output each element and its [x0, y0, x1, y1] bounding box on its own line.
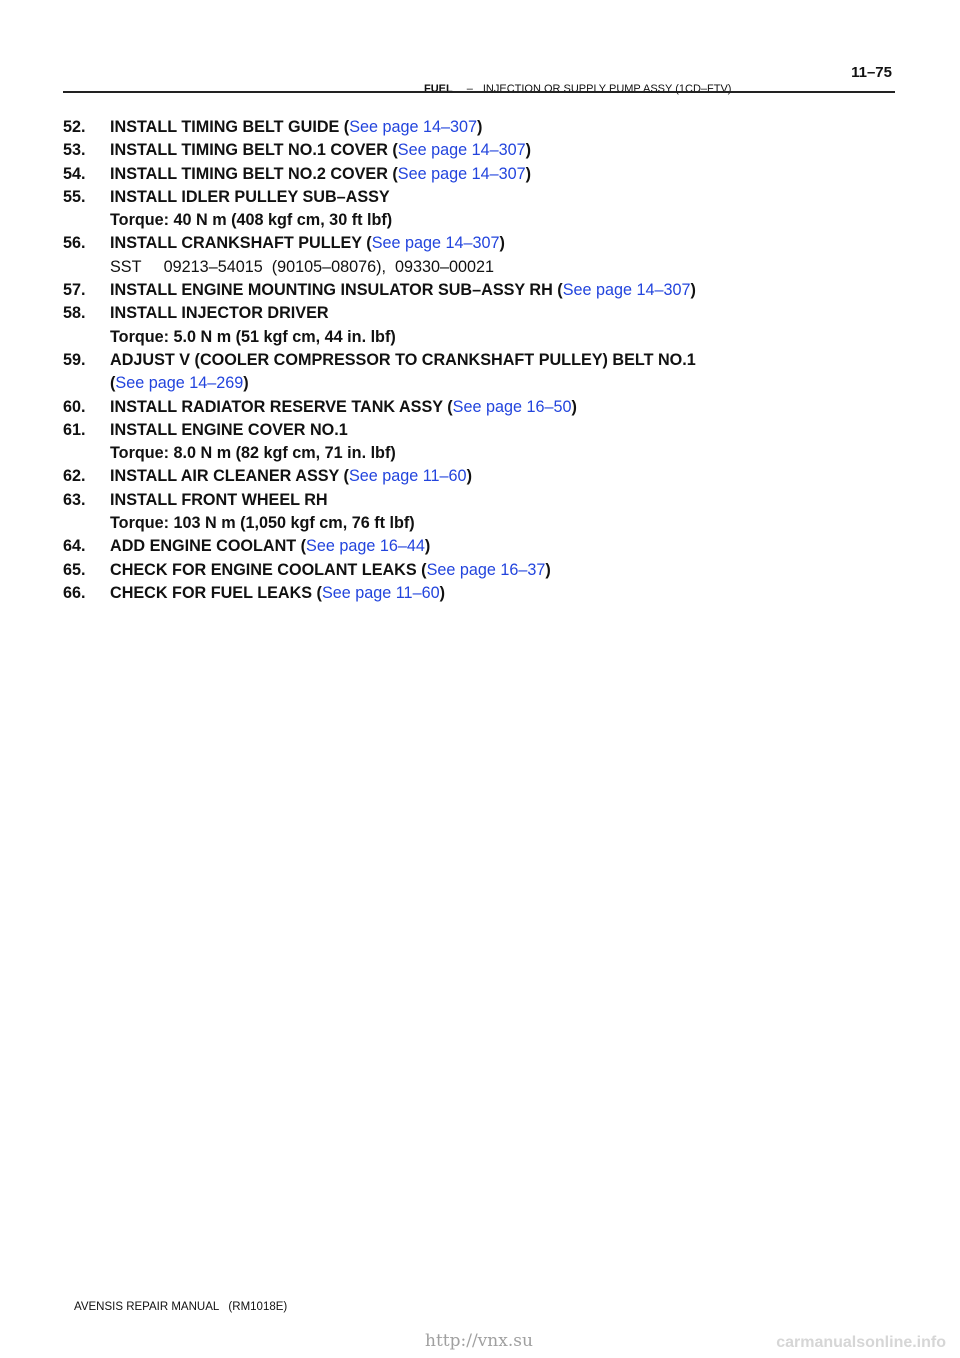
see-page-link[interactable]: See page 14–307 — [397, 141, 526, 160]
step-text: INSTALL TIMING BELT NO.2 COVER ( — [110, 164, 398, 183]
page-number: 11–75 — [851, 64, 892, 81]
watermark-site: carmanualsonline.info — [776, 1334, 946, 1351]
step-52 — [63, 116, 903, 139]
step-paren: ) — [243, 374, 249, 393]
step-paren: ) — [466, 467, 472, 486]
step-number: 66. — [63, 583, 86, 602]
step-text: INSTALL CRANKSHAFT PULLEY ( — [110, 234, 372, 253]
torque-spec: Torque: 8.0 N m (82 kgf cm, 71 in. lbf) — [110, 444, 396, 463]
step-text: INSTALL TIMING BELT GUIDE ( — [110, 118, 350, 136]
step-text: INSTALL IDLER PULLEY SUB–ASSY — [110, 187, 390, 206]
step-number: 54. — [63, 164, 86, 183]
sst-spec: SST 09213–54015 (90105–08076), 09330–00021 — [110, 257, 495, 276]
step-number: 61. — [63, 420, 86, 439]
watermark-url[interactable]: http://vnx.su — [425, 1331, 533, 1351]
header-subtitle: INJECTION OR SUPPLY PUMP ASSY (1CD–FTV) — [482, 83, 732, 95]
header-separator: – — [466, 83, 473, 95]
procedure-steps — [63, 116, 903, 605]
step-paren: ) — [477, 118, 483, 136]
header-section: FUEL — [424, 83, 453, 95]
step-paren: ( — [110, 374, 116, 393]
step-number: 59. — [63, 350, 86, 369]
step-number: 65. — [63, 560, 86, 579]
step-61 — [63, 419, 903, 466]
step-57 — [63, 279, 903, 302]
step-64 — [63, 535, 903, 558]
step-number: 56. — [63, 234, 86, 253]
step-text: CHECK FOR ENGINE COOLANT LEAKS ( — [110, 560, 427, 579]
step-59 — [63, 349, 903, 396]
step-58 — [63, 302, 903, 349]
step-62 — [63, 465, 903, 488]
see-page-link[interactable]: See page 16–44 — [306, 537, 425, 556]
torque-spec: Torque: 5.0 N m (51 kgf cm, 44 in. lbf) — [110, 327, 396, 346]
step-number: 64. — [63, 537, 86, 556]
step-paren: ) — [424, 537, 431, 556]
manual-footer: AVENSIS REPAIR MANUAL (RM1018E) — [74, 1301, 288, 1313]
step-text: INSTALL RADIATOR RESERVE TANK ASSY ( — [110, 397, 453, 416]
step-paren: ) — [690, 281, 696, 300]
see-page-link[interactable]: See page 14–269 — [115, 374, 244, 393]
step-paren: ) — [545, 560, 551, 579]
step-number: 55. — [63, 187, 86, 206]
step-paren: ) — [525, 141, 531, 160]
header-rule — [63, 91, 895, 93]
step-paren: ) — [571, 397, 577, 416]
step-text: INSTALL INJECTOR DRIVER — [110, 304, 329, 323]
step-63 — [63, 489, 903, 536]
running-header — [424, 84, 731, 95]
step-54 — [63, 163, 903, 186]
step-55 — [63, 186, 903, 233]
step-66 — [63, 582, 903, 605]
see-page-link[interactable]: See page 16–37 — [426, 560, 546, 579]
torque-spec: Torque: 40 N m (408 kgf cm, 30 ft lbf) — [110, 211, 393, 230]
step-60 — [63, 396, 903, 419]
step-number: 60. — [63, 397, 86, 416]
step-text: INSTALL ENGINE MOUNTING INSULATOR SUB–ASSY RH ( — [110, 281, 563, 300]
step-65 — [63, 559, 903, 582]
step-text: ADJUST V (COOLER COMPRESSOR TO CRANKSHAFT PULLEY) BELT NO.1 — [110, 350, 696, 369]
step-paren: ) — [439, 583, 445, 602]
step-text: INSTALL AIR CLEANER ASSY ( — [110, 467, 349, 486]
step-number: 53. — [63, 141, 86, 160]
step-53 — [63, 139, 903, 162]
step-number: 57. — [63, 281, 86, 300]
torque-spec: Torque: 103 N m (1,050 kgf cm, 76 ft lbf) — [110, 514, 415, 533]
step-paren: ) — [525, 164, 531, 183]
step-number: 63. — [63, 490, 86, 509]
step-text: CHECK FOR FUEL LEAKS ( — [110, 583, 322, 602]
step-number: 58. — [63, 304, 86, 323]
step-number: 52. — [63, 118, 86, 136]
see-page-link[interactable]: See page 14–307 — [562, 281, 691, 300]
step-text: INSTALL FRONT WHEEL RH — [110, 490, 328, 509]
step-text: INSTALL TIMING BELT NO.1 COVER ( — [110, 141, 398, 160]
step-56 — [63, 232, 903, 279]
see-page-link[interactable]: See page 11–60 — [321, 583, 440, 602]
see-page-link[interactable]: See page 14–307 — [349, 118, 478, 136]
step-text: ADD ENGINE COOLANT ( — [110, 537, 307, 556]
step-number: 62. — [63, 467, 86, 486]
step-paren: ) — [499, 234, 505, 253]
see-page-link[interactable]: See page 14–307 — [371, 234, 500, 253]
see-page-link[interactable]: See page 11–60 — [348, 467, 467, 486]
see-page-link[interactable]: See page 16–50 — [452, 397, 572, 416]
step-text: INSTALL ENGINE COVER NO.1 — [110, 420, 348, 439]
see-page-link[interactable]: See page 14–307 — [397, 164, 526, 183]
